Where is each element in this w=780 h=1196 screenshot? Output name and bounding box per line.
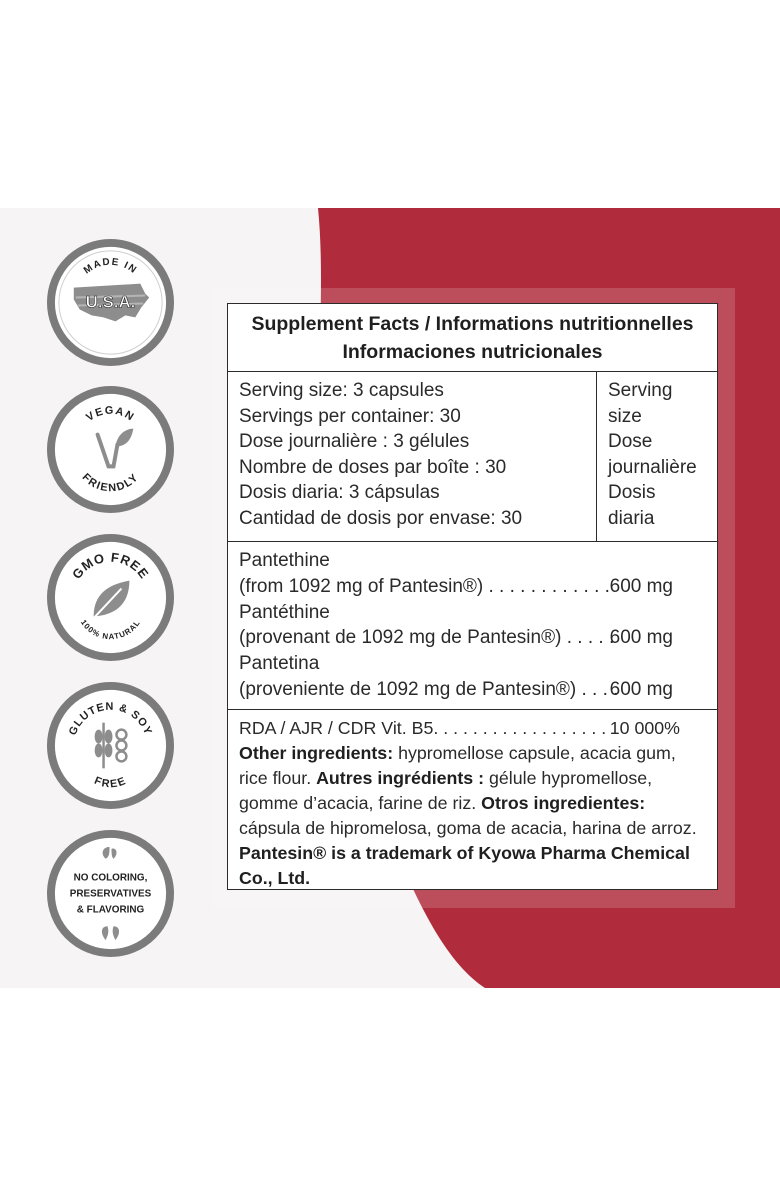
badge-top-text: GLUTEN & SOY	[66, 700, 155, 738]
gmo-free-badge	[46, 533, 175, 662]
ingredient-name: Pantéthine	[239, 601, 330, 623]
ingredient-row	[239, 625, 673, 651]
column-header-line: size	[608, 405, 642, 427]
serving-column-header	[608, 372, 718, 532]
ingredient-amount: 600 mg	[609, 627, 673, 649]
column-header-line: Dosis	[608, 482, 656, 504]
column-header-line: journalière	[608, 456, 697, 478]
leader-dots: . . . . . . . . . . . . . . . . .	[438, 718, 607, 738]
serving-line: Servings per container: 30	[239, 405, 461, 427]
gluten-soy-free-badge	[46, 681, 175, 810]
ingredient-source: (from 1092 mg of Pantesin®)	[239, 575, 484, 597]
serving-line: Dose journalière : 3 gélules	[239, 431, 470, 453]
badge-top-text: GMO FREE	[68, 549, 153, 582]
vegan-friendly-badge	[46, 385, 175, 514]
other-ingredients-en-label: Other ingredients:	[239, 743, 394, 763]
rda-label: RDA / AJR / CDR Vit. B5.	[239, 718, 439, 738]
rda-value: 10 000%	[609, 718, 680, 738]
badge-bottom-text: 100% NATURAL	[78, 618, 143, 642]
other-ingredients-fr-label: Autres ingrédients :	[316, 768, 485, 788]
rda-row	[239, 716, 680, 741]
badge-top-text: MADE IN	[81, 256, 140, 277]
ingredient-amount: 600 mg	[609, 678, 673, 700]
ingredient-amounts	[228, 542, 717, 710]
trademark-text: Pantesin® is a trademark of Kyowa Pharma Chemical Co., Ltd.	[239, 843, 690, 888]
ingredient-source: (provenant de 1092 mg de Pantesin®)	[239, 627, 562, 649]
made-in-usa-badge	[46, 238, 175, 367]
other-ingredients-es: cápsula de hipromelosa, goma de acacia, harina de arroz.	[239, 818, 697, 838]
badge-bottom-text: FREE	[92, 774, 129, 791]
column-header-line: Serving	[608, 380, 673, 401]
no-coloring-badge	[46, 829, 175, 958]
facts-title-line-2: Informaciones nutricionales	[342, 341, 603, 363]
column-header-line: diaria	[608, 507, 655, 529]
badge-line-2: PRESERVATIVES	[69, 888, 152, 900]
column-header-line: Dose	[608, 431, 653, 453]
badge-bottom-text: FRIENDLY	[79, 471, 142, 495]
leader-dots: . . . . . . . . . . . .	[483, 575, 610, 597]
serving-line: Dosis diaria: 3 cápsulas	[239, 482, 440, 504]
serving-line: Serving size: 3 capsules	[239, 380, 444, 401]
trademark-note	[239, 841, 707, 891]
badge-top-text: VEGAN	[84, 404, 137, 424]
leader-dots: . . . . .	[561, 627, 615, 649]
facts-title	[228, 304, 717, 372]
supplement-facts-table	[227, 303, 718, 890]
serving-line: Cantidad de dosis por envase: 30	[239, 507, 523, 529]
serving-info	[228, 372, 597, 541]
leader-dots: . . . .	[576, 678, 619, 700]
ingredient-name: Pantetina	[239, 653, 320, 675]
badge-center-text: U.S.A.	[85, 292, 136, 312]
other-ingredients-es-label: Otros ingredientes:	[481, 793, 646, 813]
facts-title-line-1: Supplement Facts / Informations nutritionnelles	[251, 313, 694, 335]
serving-line: Nombre de doses par boîte : 30	[239, 456, 507, 478]
other-ingredients-text	[239, 741, 707, 841]
ingredient-row	[239, 677, 673, 703]
ingredient-source: (proveniente de 1092 mg de Pantesin®)	[239, 678, 577, 700]
other-ingredients-fr: gélule hypromellose, gomme d’acacia, farine de riz.	[239, 768, 653, 813]
other-ingredients-en: hypromellose capsule, acacia gum, rice flour.	[239, 743, 676, 788]
ingredient-name: Pantethine	[239, 550, 330, 571]
badge-line-1: NO COLORING,	[73, 872, 148, 884]
badge-line-3: & FLAVORING	[76, 904, 145, 916]
ingredient-amount: 600 mg	[609, 575, 673, 597]
serving-section	[228, 372, 717, 542]
other-ingredients-section	[228, 710, 717, 891]
ingredient-row	[239, 574, 673, 600]
